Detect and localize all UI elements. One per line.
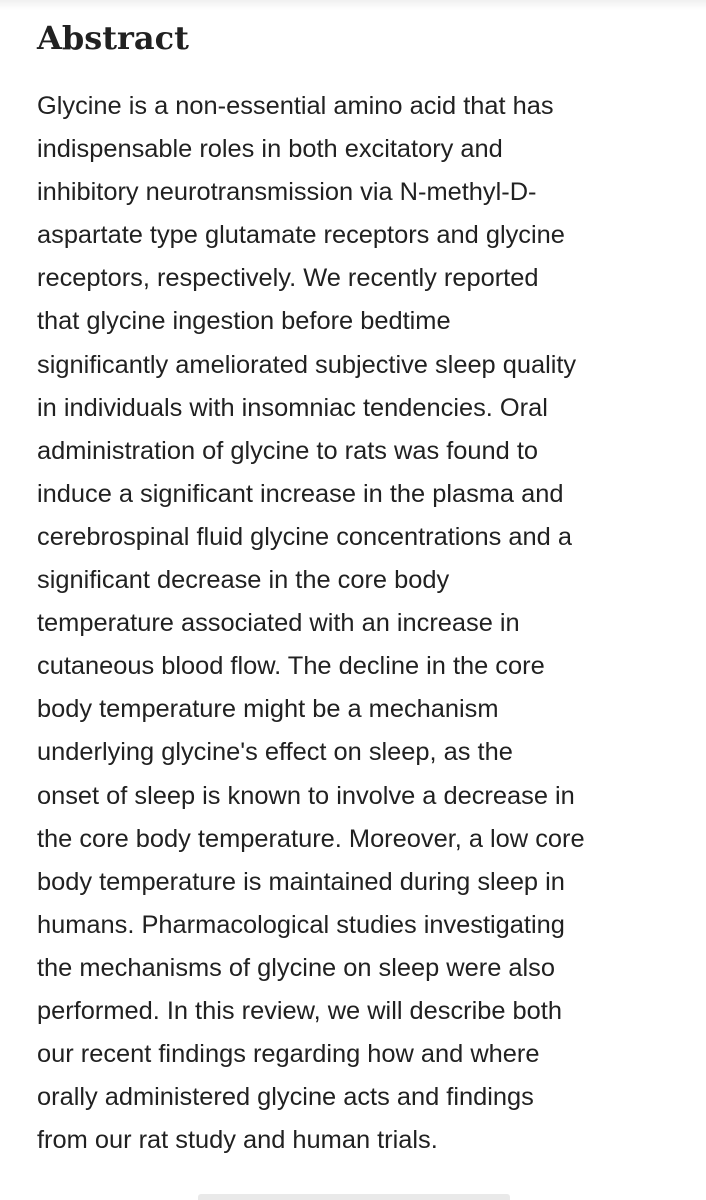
bottom-toolbar-edge	[198, 1194, 510, 1200]
section-title: Abstract	[37, 19, 189, 57]
abstract-line: the mechanisms of glycine on sleep were also	[37, 953, 555, 982]
abstract-line: onset of sleep is known to involve a decrease in	[37, 781, 575, 810]
abstract-line: inhibitory neurotransmission via N-methyl-D-	[37, 178, 537, 207]
abstract-line: the core body temperature. Moreover, a low core	[37, 824, 585, 853]
abstract-line: body temperature might be a mechanism	[37, 695, 499, 724]
abstract-line: indispensable roles in both excitatory and	[37, 135, 503, 164]
abstract-line: orally administered glycine acts and findings	[37, 1083, 534, 1112]
abstract-line: Glycine is a non-essential amino acid that has	[37, 92, 554, 120]
abstract-line: significantly ameliorated subjective sleep quality	[37, 350, 577, 379]
abstract-line: administration of glycine to rats was found to	[37, 436, 539, 465]
abstract-line: significant decrease in the core body	[37, 566, 450, 595]
abstract-line: humans. Pharmacological studies investigating	[37, 910, 565, 939]
abstract-line: aspartate type glutamate receptors and glycine	[37, 221, 565, 250]
abstract-line: that glycine ingestion before bedtime	[37, 307, 451, 336]
abstract-line: cutaneous blood flow. The decline in the core	[37, 652, 545, 681]
abstract-body	[37, 85, 687, 1162]
top-edge-shadow	[0, 0, 706, 10]
abstract-line: from our rat study and human trials.	[37, 1126, 438, 1155]
abstract-line: receptors, respectively. We recently reported	[37, 264, 539, 293]
abstract-line: induce a significant increase in the plasma and	[37, 479, 564, 508]
abstract-line: in individuals with insomniac tendencies. Oral	[37, 393, 548, 422]
abstract-line: underlying glycine's effect on sleep, as the	[37, 738, 513, 767]
abstract-line: cerebrospinal fluid glycine concentrations and a	[37, 522, 572, 551]
abstract-line: body temperature is maintained during sleep in	[37, 867, 565, 896]
abstract-line: temperature associated with an increase in	[37, 609, 520, 638]
abstract-line: our recent findings regarding how and where	[37, 1040, 540, 1069]
abstract-line: performed. In this review, we will describe both	[37, 996, 562, 1025]
